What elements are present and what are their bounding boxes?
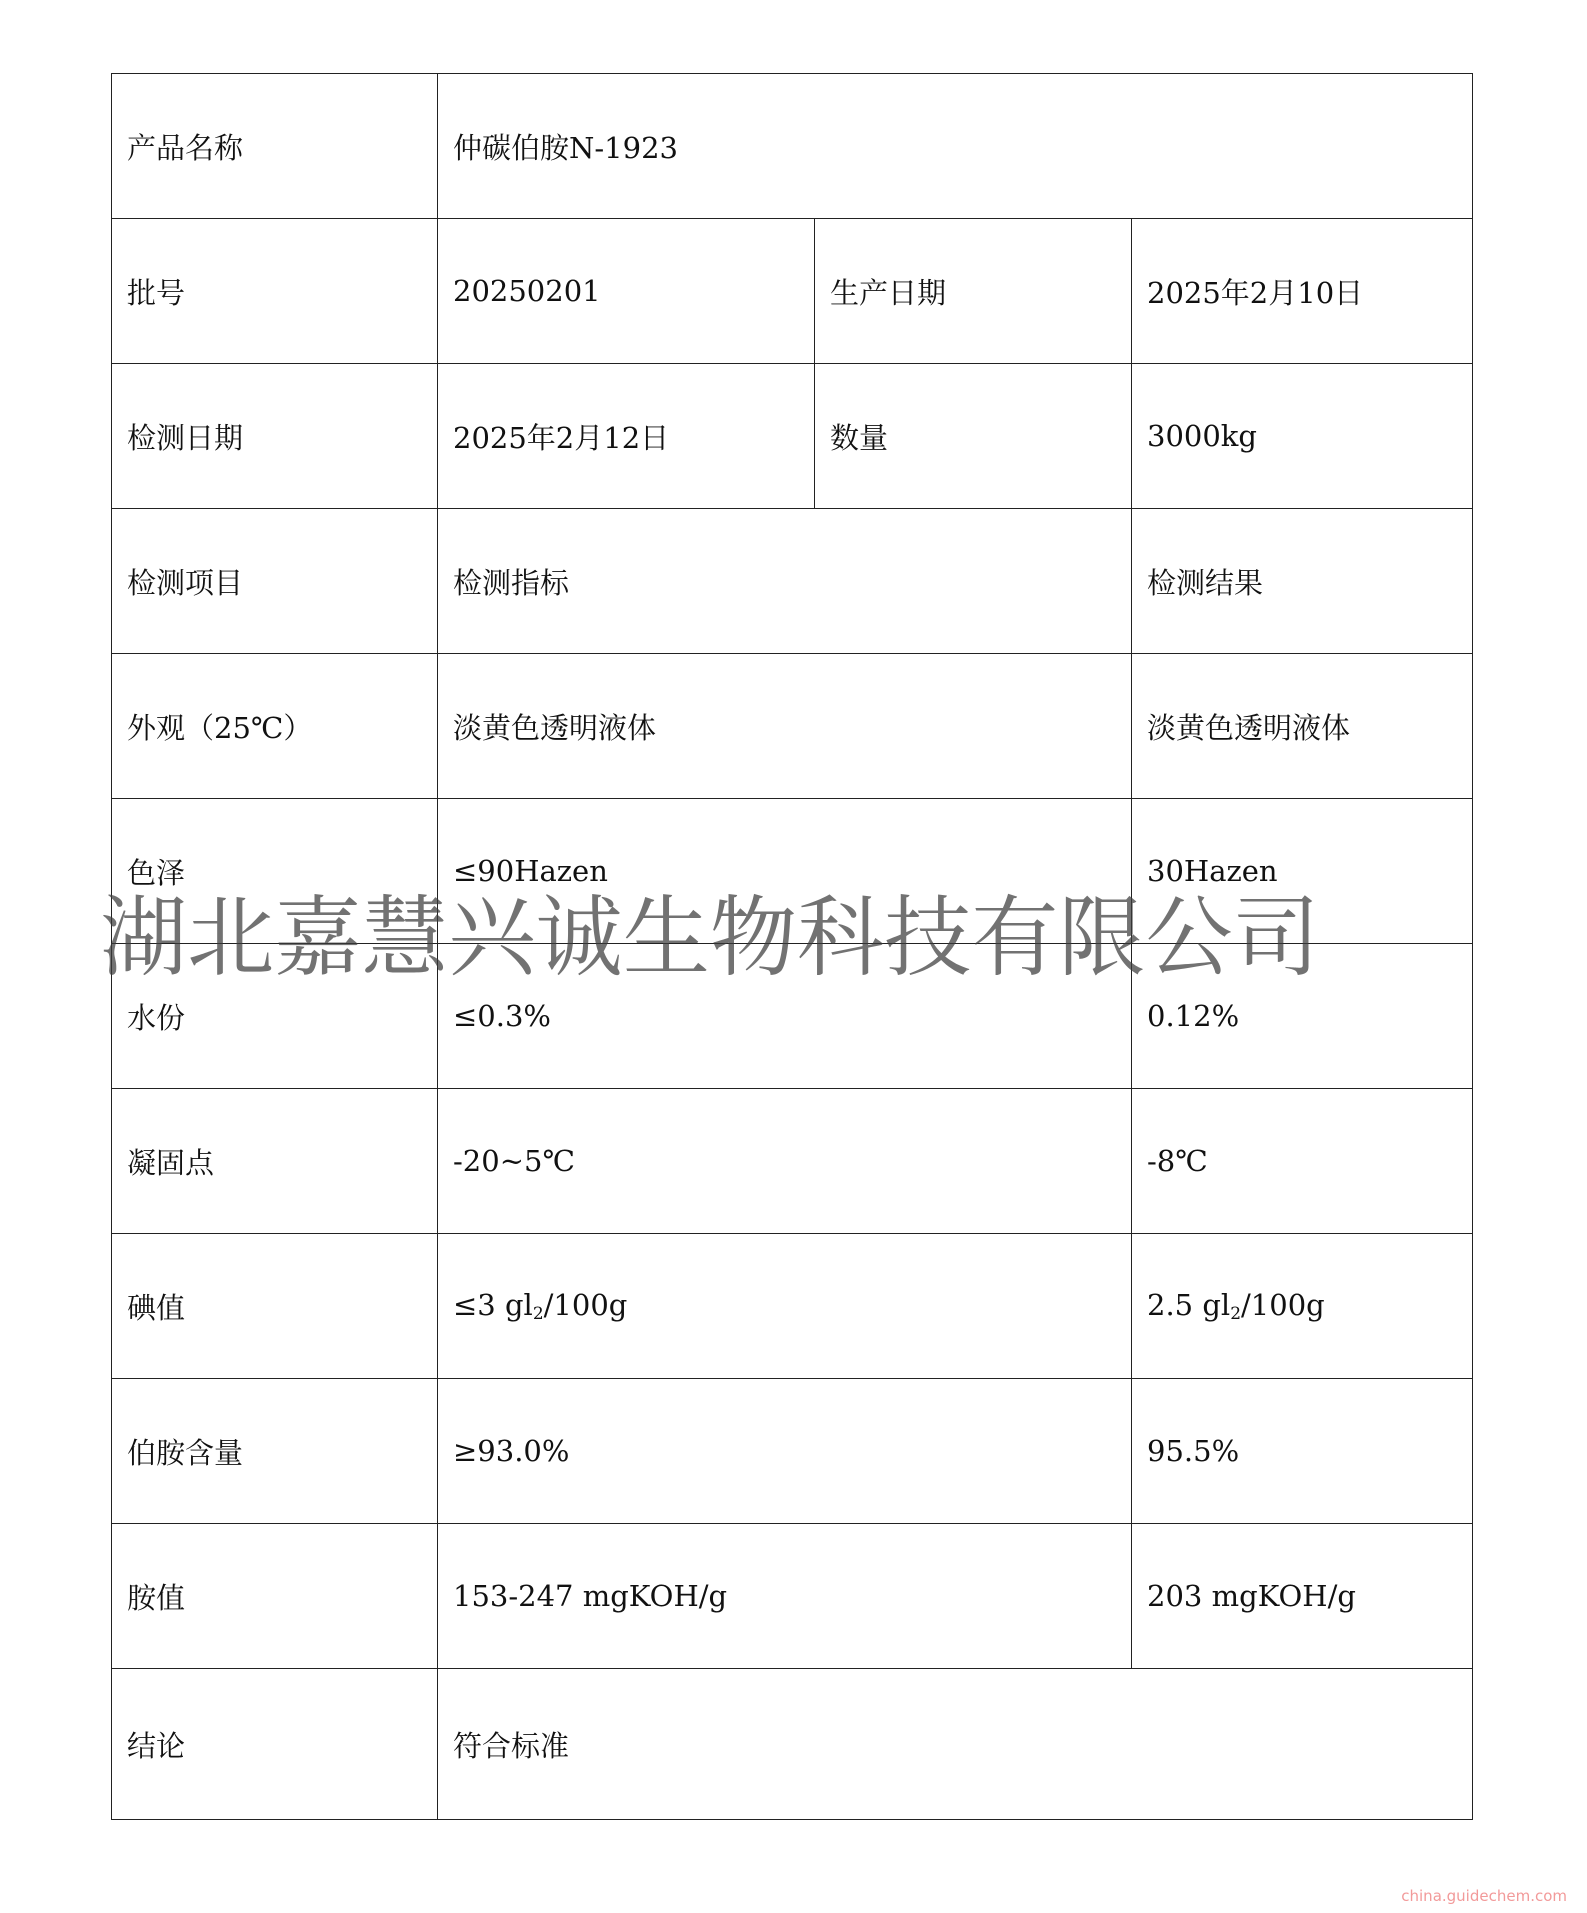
table-row (112, 1379, 1473, 1524)
quantity-value: 3000kg (1132, 364, 1473, 509)
spec-unit: /100g (543, 1288, 628, 1322)
column-header-row (112, 509, 1473, 654)
column-header-spec: 检测指标 (438, 509, 1132, 654)
test-date-value: 2025年2月12日 (438, 364, 815, 509)
test-spec: 淡黄色透明液体 (438, 654, 1132, 799)
batch-value: 20250201 (438, 219, 815, 364)
test-date-row (112, 364, 1473, 509)
test-result (1132, 1234, 1473, 1379)
table-row (112, 1524, 1473, 1669)
site-watermark: china.guidechem.com (1401, 1887, 1567, 1905)
product-row (112, 74, 1473, 219)
test-result: 203 mgKOH/g (1132, 1524, 1473, 1669)
conclusion-value: 符合标准 (438, 1669, 1473, 1820)
column-header-item: 检测项目 (112, 509, 438, 654)
test-result: 95.5% (1132, 1379, 1473, 1524)
test-result: -8℃ (1132, 1089, 1473, 1234)
company-watermark: 湖北嘉慧兴诚生物科技有限公司 (100, 886, 1320, 989)
table-row (112, 654, 1473, 799)
test-item: 外观（25℃） (112, 654, 438, 799)
production-date-label: 生产日期 (815, 219, 1132, 364)
table-row (112, 1089, 1473, 1234)
coa-table (111, 73, 1473, 1820)
result-unit: /100g (1241, 1288, 1325, 1322)
test-spec (438, 1234, 1132, 1379)
test-item: 凝固点 (112, 1089, 438, 1234)
test-result: 淡黄色透明液体 (1132, 654, 1473, 799)
product-name-value: 仲碳伯胺N-1923 (438, 74, 1473, 219)
conclusion-label: 结论 (112, 1669, 438, 1820)
test-spec: ≤0.3% (438, 944, 1132, 1089)
test-item: 色泽 (112, 799, 438, 944)
test-spec: ≥93.0% (438, 1379, 1132, 1524)
batch-row (112, 219, 1473, 364)
test-result: 0.12% (1132, 944, 1473, 1089)
test-item: 胺值 (112, 1524, 438, 1669)
spec-subscript: 2 (532, 1304, 544, 1324)
conclusion-row (112, 1669, 1473, 1820)
spec-text: ≤3 gl (453, 1288, 533, 1322)
test-item: 碘值 (112, 1234, 438, 1379)
test-spec: -20~5℃ (438, 1089, 1132, 1234)
result-text: 2.5 gl (1147, 1288, 1231, 1322)
column-header-result: 检测结果 (1132, 509, 1473, 654)
table-row (112, 799, 1473, 944)
production-date-value: 2025年2月10日 (1132, 219, 1473, 364)
result-subscript: 2 (1230, 1304, 1242, 1324)
product-name-label: 产品名称 (112, 74, 438, 219)
table-row (112, 944, 1473, 1089)
test-spec: ≤90Hazen (438, 799, 1132, 944)
batch-label: 批号 (112, 219, 438, 364)
test-item: 伯胺含量 (112, 1379, 438, 1524)
quantity-label: 数量 (815, 364, 1132, 509)
table-row (112, 1234, 1473, 1379)
test-result: 30Hazen (1132, 799, 1473, 944)
test-date-label: 检测日期 (112, 364, 438, 509)
test-item: 水份 (112, 944, 438, 1089)
test-spec: 153-247 mgKOH/g (438, 1524, 1132, 1669)
